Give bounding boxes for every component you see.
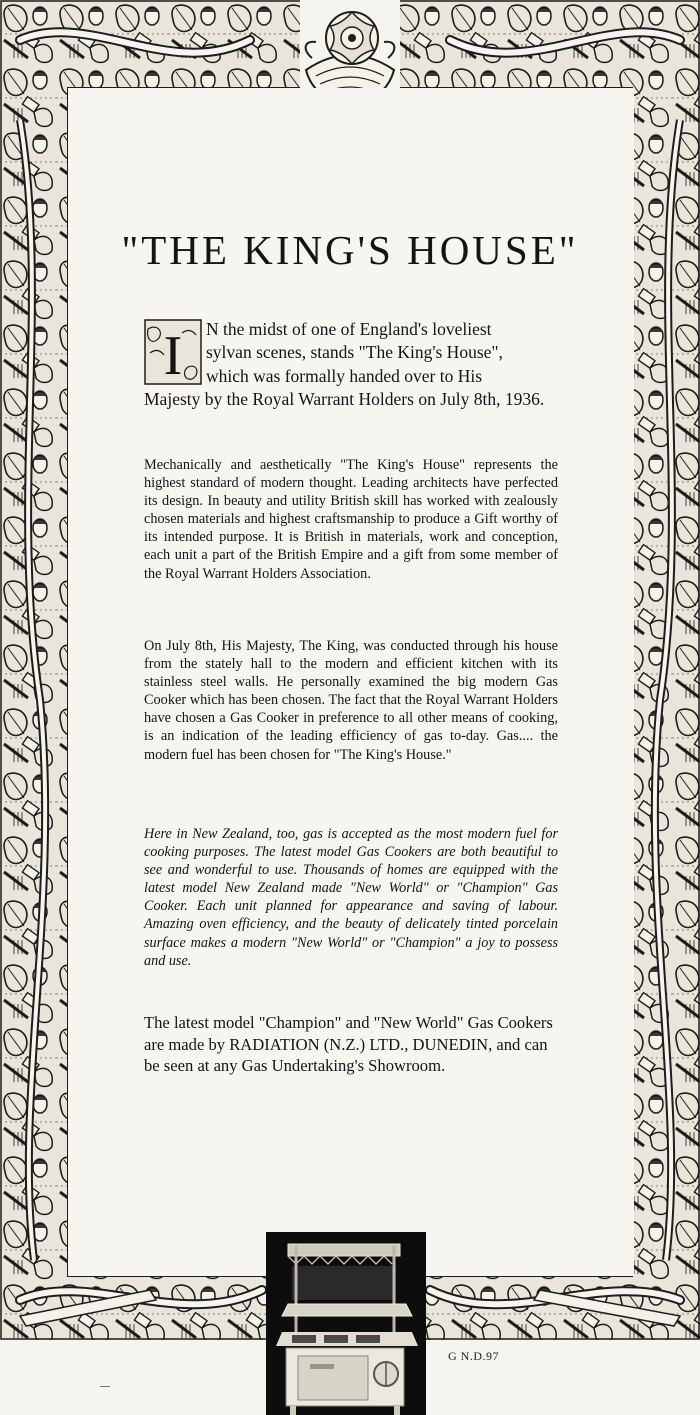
divider-mark <box>100 1386 110 1387</box>
lead-rest: Majesty by the Royal Warrant Holders on July 8th, 1936. <box>144 389 545 410</box>
paragraph-king-visit: On July 8th, His Majesty, The King, was conducted through his house from the stately hall to the modern and efficient kitchen with its stainless steel walls. He personally examined the big modern Gas Cooker which has been chosen. The fact that the Royal Warrant Holders have chosen a Gas Cooker in preference to all other means of cooking, is an indication of the leading efficiency of gas to-day. Gas.... the modern fuel has been chosen for "The King's House." <box>144 638 558 763</box>
lead-line-1: N the midst of one of England's loveliest <box>206 319 492 339</box>
gas-cooker-icon <box>266 1232 426 1415</box>
paragraph-manufacturer: The latest model "Champion" and "New World" Gas Cookers are made by RADIATION (N.Z.) LTD., DUNEDIN, and can be seen at any Gas Undertaking's Showroom. <box>144 1013 553 1076</box>
lead-line-2: sylvan scenes, stands "The King's House", <box>206 342 503 363</box>
paragraph-new-zealand: Here in New Zealand, too, gas is accepted as the most modern fuel for cooking purposes. The latest model Gas Cookers are both beautiful to see and wonderful to use. Thousands of homes are equipped with the latest model New Zealand made "New World" or "Champion" Gas Cooker. Each unit planned for appearance and saving of labour. Amazing oven efficiency, and the beauty of delicately tinted porcelain surface makes a modern "New World" or "Champion" a joy to possess and use. <box>144 826 558 969</box>
svg-text:I: I <box>163 325 183 385</box>
paragraph-design: Mechanically and aesthetically "The King's House" represents the highest standard of modern thought. Leading architects have perfected its design. In beauty and utility British skill has worked with zealously chosen materials and highest craftsmanship to produce a Gift worthy of its intended purpose. It is British in materials, work and conception, each unit a part of the British Empire and a gift from some member of the Royal Warrant Holders Association. <box>144 457 558 582</box>
headline: "THE KING'S HOUSE" <box>121 227 579 273</box>
lead-line-3: which was formally handed over to His <box>206 365 483 386</box>
lead-paragraph <box>144 318 558 412</box>
reference-code: G N.D.97 <box>448 1349 499 1363</box>
